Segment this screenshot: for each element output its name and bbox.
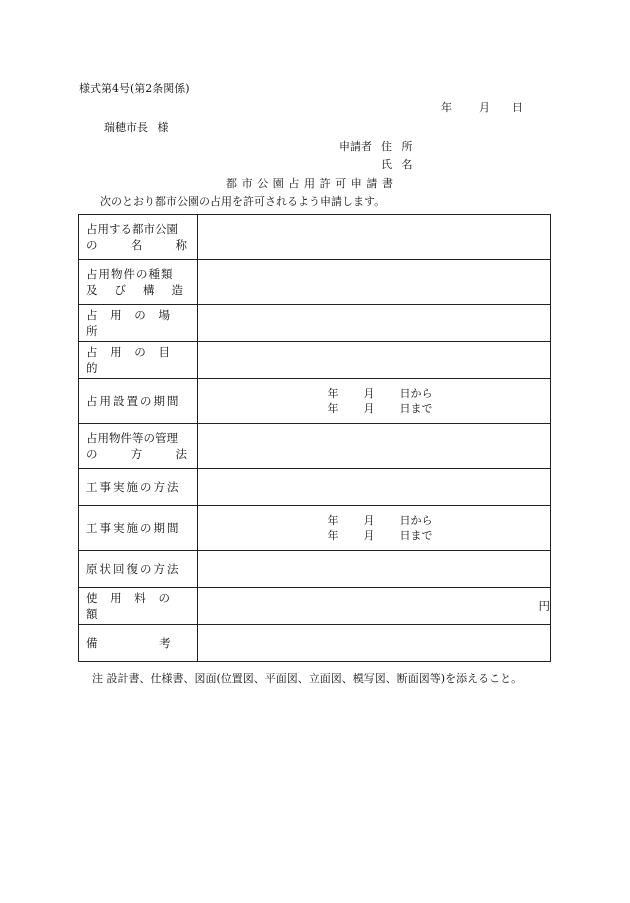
name-label: 氏 名 (381, 158, 413, 171)
table-row (79, 506, 551, 551)
table-row (79, 625, 551, 662)
yen-unit: 円 (538, 599, 550, 613)
application-table (78, 214, 551, 662)
form-number: 様式第4号(第2条関係) (79, 82, 190, 95)
row-label-fee: 使 用 料 の 額 (79, 588, 198, 625)
restoration-field[interactable] (198, 551, 551, 588)
park-name-field[interactable] (198, 215, 551, 260)
date-day: 日 (512, 101, 523, 114)
table-row (79, 342, 551, 379)
table-row (79, 551, 551, 588)
row-label-construction-method: 工事実施の方法 (79, 469, 198, 506)
object-type-field[interactable] (198, 260, 551, 305)
row-label-management (79, 424, 198, 469)
label-line: 占用する都市公園 (86, 222, 178, 236)
date-to-line: 年 月 日まで (327, 402, 433, 415)
label-line: 占用物件等の管理 (86, 431, 178, 445)
label-line: の 方 法 (86, 447, 187, 461)
date-to-line: 年 月 日まで (327, 529, 433, 542)
management-field[interactable] (198, 424, 551, 469)
label-line: の 名 称 (86, 238, 187, 252)
table-row (79, 215, 551, 260)
table-row (79, 305, 551, 342)
purpose-field[interactable] (198, 342, 551, 379)
date-from-line: 年 月 日から (327, 514, 433, 527)
address-label: 住 所 (381, 140, 413, 153)
row-label-construction-period: 工事実施の期間 (79, 506, 198, 551)
remarks-field[interactable] (198, 625, 551, 662)
row-label-remarks: 備 考 (79, 625, 198, 662)
table-row (79, 260, 551, 305)
date-year: 年 (441, 101, 452, 114)
row-label-occupancy-period: 占用設置の期間 (79, 379, 198, 424)
label-line: 占用物件の種類 (86, 267, 174, 281)
table-row (79, 379, 551, 424)
footnote: 注 設計書、仕様書、図面(位置図、平面図、立面図、模写図、断面図等)を添えること。 (92, 672, 523, 685)
construction-method-field[interactable] (198, 469, 551, 506)
row-label-restoration: 原状回復の方法 (79, 551, 198, 588)
table-row (79, 469, 551, 506)
date-month: 月 (479, 101, 490, 114)
date-from-line: 年 月 日から (327, 387, 433, 400)
row-label-purpose: 占 用 の 目 的 (79, 342, 198, 379)
row-label-park-name (79, 215, 198, 260)
table-row (79, 424, 551, 469)
row-label-object-type (79, 260, 198, 305)
table-row (79, 588, 551, 625)
intro-text: 次のとおり都市公園の占用を許可されるよう申請します。 (100, 195, 386, 208)
location-field[interactable] (198, 305, 551, 342)
construction-period-field[interactable] (198, 506, 551, 551)
label-line: 及 び 構 造 (86, 283, 183, 297)
document-title: 都市公園占用許可申請書 (226, 177, 398, 190)
addressee: 瑞穂市長 様 (104, 121, 169, 134)
applicant-label: 申請者 (339, 140, 372, 153)
occupancy-period-field[interactable] (198, 379, 551, 424)
row-label-location: 占 用 の 場 所 (79, 305, 198, 342)
fee-field[interactable] (198, 588, 551, 625)
